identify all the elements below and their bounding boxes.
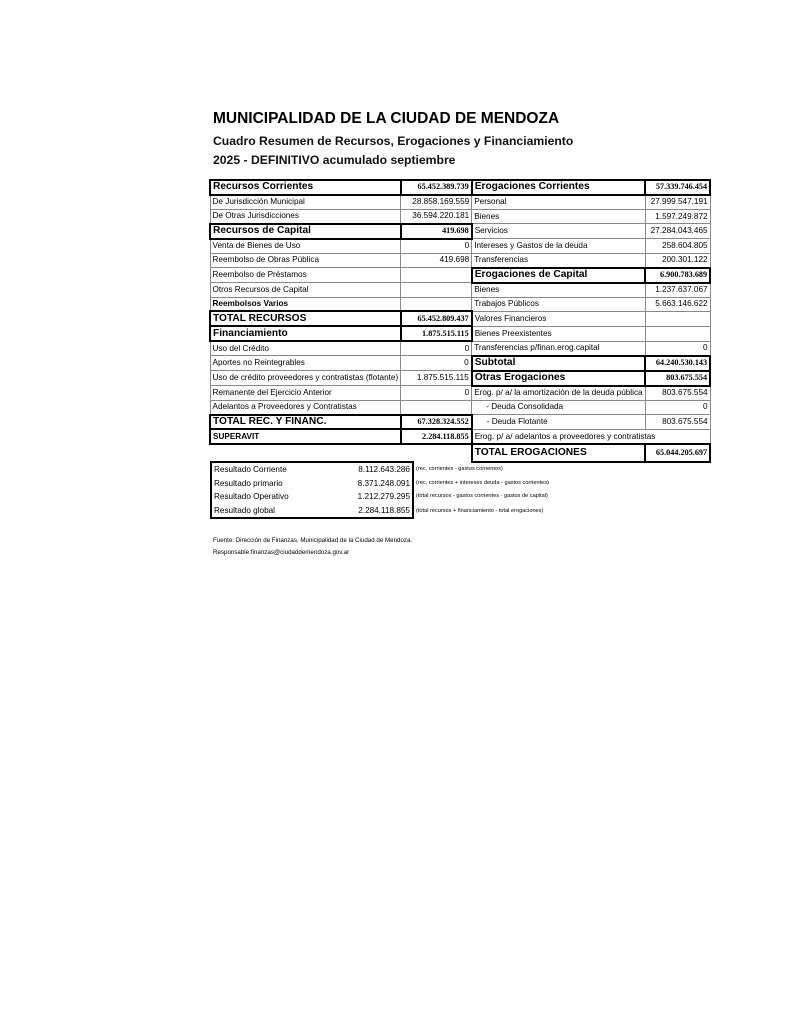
row-label: Uso de crédito proveedores y contratistas (flotante): [210, 371, 401, 386]
row-label: Bienes: [472, 283, 645, 297]
result-note: (rec. corrientes + intereses deuda - gastos corrientes): [416, 479, 549, 486]
row-value: [401, 268, 472, 283]
row-label: Venta de Bienes de Uso: [210, 239, 401, 253]
page-subtitle: Cuadro Resumen de Recursos, Erogaciones y Financiamiento: [213, 134, 574, 148]
result-value: 8.112.643.286: [333, 462, 413, 477]
table-row: [210, 180, 710, 195]
row-value: 803.675.554: [645, 415, 710, 430]
result-note: (total recursos + financiamiento - total erogaciones): [416, 507, 544, 514]
table-row: [210, 341, 710, 355]
section-value: 1.875.515.115: [401, 326, 472, 341]
row-value: 0: [401, 341, 472, 355]
section-value: 803.675.554: [645, 371, 710, 386]
table-row: [210, 415, 710, 430]
table-row: [210, 326, 710, 341]
section-label: Erogaciones Corrientes: [472, 180, 645, 195]
section-value: 65.452.389.739: [401, 180, 472, 195]
table-row: [210, 356, 710, 371]
section-label: Otras Erogaciones: [472, 371, 645, 386]
section-label: TOTAL RECURSOS: [210, 311, 401, 326]
table-row: [210, 209, 710, 223]
row-label: De Jurisdicción Municipal: [210, 195, 401, 209]
section-label: SUPERAVIT: [210, 429, 401, 444]
row-value: 0: [401, 386, 472, 400]
row-label: Bienes Preexistentes: [472, 326, 645, 341]
result-label: Resultado primario: [211, 477, 333, 491]
empty-cell: [401, 444, 472, 462]
row-value: 1.597.249.872: [645, 209, 710, 223]
row-value: [645, 311, 710, 326]
result-label: Resultado global: [211, 504, 333, 519]
row-label: Erog. p/ a/ adelantos a proveedores y contratistas: [472, 429, 710, 444]
table-row: [210, 311, 710, 326]
row-value: 0: [401, 356, 472, 371]
row-label: Adelantos a Proveedores y Contratistas: [210, 400, 401, 414]
section-value: 6.900.783.689: [645, 268, 710, 283]
row-label: Transferencias: [472, 253, 645, 267]
row-value: 803.675.554: [645, 386, 710, 400]
table-row: [210, 444, 710, 462]
row-label: Trabajos Públicos: [472, 297, 645, 311]
page-title: MUNICIPALIDAD DE LA CIUDAD DE MENDOZA: [213, 110, 560, 127]
result-value: 8.371.248.091: [333, 477, 413, 491]
summary-table: [209, 179, 711, 463]
section-label: Recursos Corrientes: [210, 180, 401, 195]
table-row: [210, 253, 710, 267]
row-value: [401, 283, 472, 297]
section-value: 419.698: [401, 224, 472, 239]
row-value: 27.284.043.465: [645, 224, 710, 239]
row-value: 1.875.515.115: [401, 371, 472, 386]
table-row: [210, 283, 710, 297]
row-value: 0: [645, 341, 710, 355]
table-row: [210, 429, 710, 444]
section-label: TOTAL REC. Y FINANC.: [210, 415, 401, 430]
row-label: - Deuda Flotante: [472, 415, 645, 430]
table-row: [210, 239, 710, 253]
row-value: 200.301.122: [645, 253, 710, 267]
row-label: Erog. p/ a/ la amortización de la deuda pública: [472, 386, 645, 400]
result-row: [211, 504, 643, 519]
section-value: 57.339.746.454: [645, 180, 710, 195]
section-label: TOTAL EROGACIONES: [472, 444, 645, 462]
contact-email[interactable]: Responsable:finanzas@ciudaddemendoza.gov.ar: [213, 549, 350, 556]
result-row: [211, 477, 643, 491]
source-note: Fuente: Dirección de Finanzas. Municipalidad de la Ciudad de Mendoza.: [213, 537, 413, 544]
result-label: Resultado Corriente: [211, 462, 333, 477]
row-label: Remanente del Ejercicio Anterior: [210, 386, 401, 400]
row-label: Aportes no Reintegrables: [210, 356, 401, 371]
table-row: [210, 195, 710, 209]
row-label: Transferencias p/finan.erog.capital: [472, 341, 645, 355]
section-label: Subtotal: [472, 356, 645, 371]
row-value: 36.594.220.181: [401, 209, 472, 223]
section-label: Financiamiento: [210, 326, 401, 341]
section-label: Erogaciones de Capital: [472, 268, 645, 283]
row-label: Uso del Crédito: [210, 341, 401, 355]
result-row: [211, 490, 643, 504]
table-row: [210, 371, 710, 386]
result-note: (rec. corrientes - gastos corrientes): [416, 465, 503, 472]
report-period: 2025 - DEFINITIVO acumulado septiembre: [213, 153, 456, 167]
row-value: 419.698: [401, 253, 472, 267]
section-value: 64.240.530.143: [645, 356, 710, 371]
row-value: 5.663.146.622: [645, 297, 710, 311]
table-row: [210, 386, 710, 400]
result-value: 1.212.279.295: [333, 490, 413, 504]
table-row: [210, 400, 710, 414]
row-value: [645, 326, 710, 341]
result-note: (total recursos - gastos corrientes - gastos de capital): [416, 493, 548, 500]
section-label: Recursos de Capital: [210, 224, 401, 239]
results-table: [210, 461, 644, 519]
row-label: Reembolso de Préstamos: [210, 268, 401, 283]
row-label: Bienes: [472, 209, 645, 223]
row-label: Personal: [472, 195, 645, 209]
row-label: Intereses y Gastos de la deuda: [472, 239, 645, 253]
section-value: 65.452.809.437: [401, 311, 472, 326]
result-row: [211, 462, 643, 477]
row-label: Otros Recursos de Capital: [210, 283, 401, 297]
row-label: Valores Financieros: [472, 311, 645, 326]
section-value: 67.328.324.552: [401, 415, 472, 430]
row-label: Reembolsos Varios: [210, 297, 401, 311]
table-row: [210, 268, 710, 283]
row-value: [401, 400, 472, 414]
row-value: 0: [401, 239, 472, 253]
row-label: Reembolso de Obras Pública: [210, 253, 401, 267]
row-value: 28.858.169.559: [401, 195, 472, 209]
result-value: 2.284.118.855: [333, 504, 413, 519]
row-value: 27.999.547.191: [645, 195, 710, 209]
section-value: 2.284.118.855: [401, 429, 472, 444]
table-row: [210, 224, 710, 239]
empty-cell: [210, 444, 401, 462]
row-label: Servicios: [472, 224, 645, 239]
row-value: 1.237.637.067: [645, 283, 710, 297]
section-value: 65.044.205.697: [645, 444, 710, 462]
row-value: [401, 297, 472, 311]
table-row: [210, 297, 710, 311]
row-label: - Deuda Consolidada: [472, 400, 645, 414]
row-value: 0: [645, 400, 710, 414]
row-value: 258.604.805: [645, 239, 710, 253]
result-label: Resultado Operativo: [211, 490, 333, 504]
row-label: De Otras Jurisdicciones: [210, 209, 401, 223]
